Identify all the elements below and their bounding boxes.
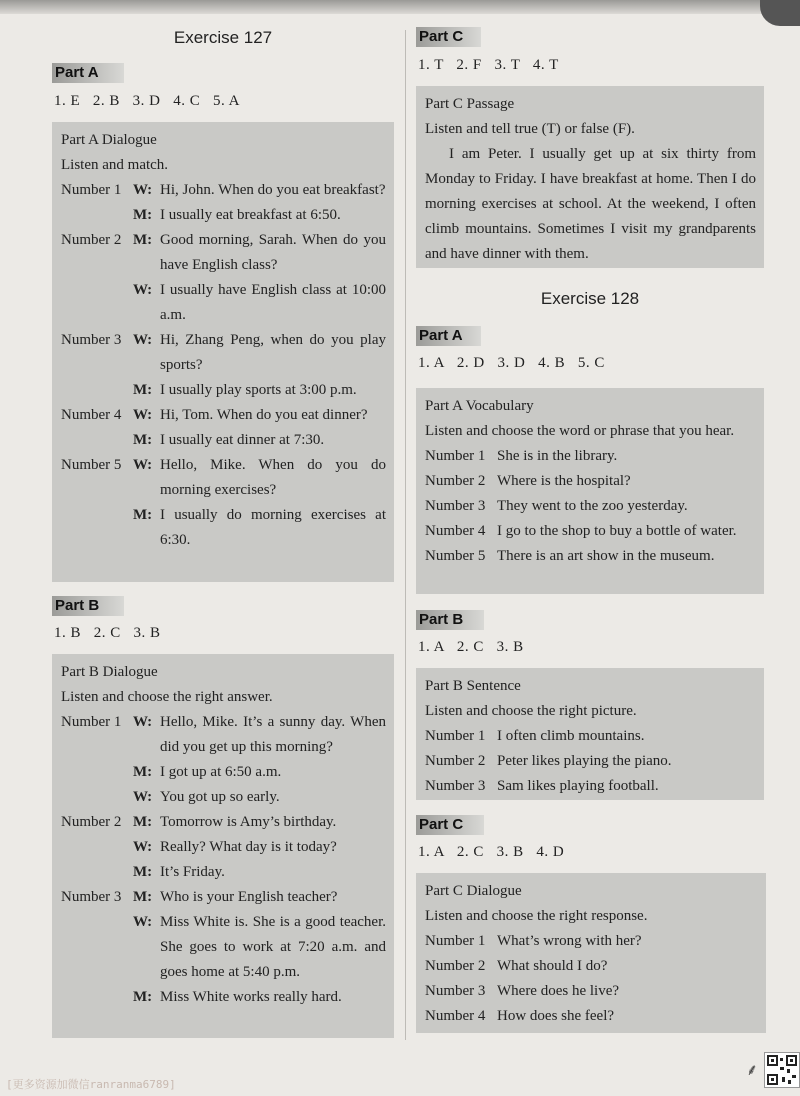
speaker-number: Number 1	[61, 714, 122, 730]
speaker-label: W:	[133, 182, 153, 198]
list-item	[425, 519, 756, 544]
list-item	[425, 469, 756, 494]
part-a-answers: 1. E 2. B 3. D 4. C 5. A	[54, 93, 241, 109]
dialogue-line	[61, 710, 386, 760]
item-number: Number 2	[425, 473, 486, 489]
speaker-number	[61, 910, 133, 935]
dialogue-text: I usually eat dinner at 7:30.	[160, 432, 325, 448]
box-instruction: Listen and choose the right response.	[425, 908, 648, 924]
dialogue-line	[61, 785, 386, 810]
dialogue-text: Really? What day is it today?	[160, 839, 337, 855]
speaker-number: Number 5	[61, 457, 122, 473]
speaker-label: W:	[133, 457, 153, 473]
box-heading: Part A Vocabulary	[425, 398, 534, 414]
part-a-vocabulary-box	[416, 388, 764, 594]
speaker-number	[61, 203, 133, 228]
item-list	[425, 929, 758, 1029]
part-b-label: Part B	[52, 596, 124, 616]
speaker-number	[61, 503, 133, 528]
speaker-label: M:	[133, 814, 153, 830]
item-text: What should I do?	[497, 958, 608, 974]
speaker-label: M:	[133, 864, 153, 880]
dialogue-text: I usually eat breakfast at 6:50.	[160, 207, 341, 223]
item-text: Sam likes playing football.	[497, 778, 659, 794]
item-number: Number 1	[425, 933, 486, 949]
item-number: Number 1	[425, 448, 486, 464]
dialogue-line	[61, 810, 386, 835]
box-heading: Part A Dialogue	[61, 132, 157, 148]
list-item	[425, 494, 756, 519]
speaker-number: Number 2	[61, 232, 122, 248]
dialogue-text: Miss White works really hard.	[160, 989, 342, 1005]
part-b-dialogue-box	[52, 654, 394, 1038]
dialogue-line	[61, 910, 386, 985]
speaker-label: W:	[133, 714, 153, 730]
dialogue-line	[61, 760, 386, 785]
box-heading: Part B Dialogue	[61, 664, 158, 680]
list-item	[425, 444, 756, 469]
speaker-label: M:	[133, 432, 153, 448]
item-text: How does she feel?	[497, 1008, 615, 1024]
item-number: Number 2	[425, 753, 486, 769]
item-text: Where is the hospital?	[497, 473, 631, 489]
part-c-answers: 1. T 2. F 3. T 4. T	[418, 57, 559, 73]
list-item	[425, 1004, 758, 1029]
part-c-label: Part C	[416, 27, 481, 47]
dialogue-lines	[61, 178, 386, 553]
exercise-title: Exercise 127	[173, 28, 273, 47]
speaker-label: M:	[133, 989, 153, 1005]
speaker-label: W:	[133, 332, 153, 348]
box-heading: Part C Dialogue	[425, 883, 522, 899]
page-corner-shadow	[760, 0, 800, 26]
speaker-number	[61, 760, 133, 785]
speaker-number: Number 1	[61, 182, 122, 198]
dialogue-line	[61, 885, 386, 910]
box-instruction: Listen and tell true (T) or false (F).	[425, 121, 635, 137]
item-text: I often climb mountains.	[497, 728, 645, 744]
speaker-number: Number 4	[61, 407, 122, 423]
page-ornament-icon: ⸙	[746, 1060, 759, 1079]
box-instruction: Listen and match.	[61, 157, 169, 173]
part-b-answers: 1. B 2. C 3. B	[54, 625, 161, 641]
item-list	[425, 444, 756, 569]
speaker-label: M:	[133, 889, 153, 905]
dialogue-text: Hi, Tom. When do you eat dinner?	[160, 407, 368, 423]
speaker-label: W:	[133, 282, 153, 298]
column-divider	[405, 30, 406, 1040]
item-number: Number 3	[425, 983, 486, 999]
speaker-number: Number 3	[61, 889, 122, 905]
dialogue-line	[61, 835, 386, 860]
item-text: She is in the library.	[497, 448, 618, 464]
item-number: Number 4	[425, 523, 486, 539]
dialogue-text: Hi, Zhang Peng, when do you play sports?	[160, 332, 386, 373]
dialogue-line	[61, 278, 386, 328]
box-instruction: Listen and choose the word or phrase that you hear.	[425, 423, 735, 439]
qr-code-icon	[764, 1052, 800, 1088]
dialogue-line	[61, 328, 386, 378]
item-text: There is an art show in the museum.	[497, 548, 715, 564]
item-text: What’s wrong with her?	[497, 933, 642, 949]
speaker-label: M:	[133, 507, 153, 523]
list-item	[425, 979, 758, 1004]
part-c-dialogue-box	[416, 873, 766, 1033]
item-number: Number 1	[425, 728, 486, 744]
list-item	[425, 929, 758, 954]
dialogue-line	[61, 403, 386, 428]
page-top-edge	[0, 0, 800, 14]
passage-text: I am Peter. I usually get up at six thirty from Monday to Friday. I have breakfast at home. Then I do morning exercises at school. At the weekend, I often climb mountains. Sometimes I visit my grandparents and have dinner with them.	[425, 146, 756, 262]
item-number: Number 4	[425, 1008, 486, 1024]
item-number: Number 3	[425, 778, 486, 794]
dialogue-text: I usually have English class at 10:00 a.m.	[160, 282, 386, 323]
part-c-passage-box	[416, 86, 764, 268]
dialogue-line	[61, 985, 386, 1010]
item-list	[425, 724, 756, 799]
footer-watermark: [更多资源加微信ranranma6789]	[6, 1078, 176, 1091]
part-a-answers: 1. A 2. D 3. D 4. B 5. C	[418, 355, 605, 371]
dialogue-text: Tomorrow is Amy’s birthday.	[160, 814, 337, 830]
part-c-label: Part C	[416, 815, 484, 835]
box-heading: Part C Passage	[425, 96, 515, 112]
item-text: Where does he live?	[497, 983, 620, 999]
speaker-number	[61, 835, 133, 860]
speaker-label: W:	[133, 407, 153, 423]
item-text: Peter likes playing the piano.	[497, 753, 672, 769]
speaker-label: M:	[133, 382, 153, 398]
dialogue-line	[61, 178, 386, 203]
dialogue-text: Hi, John. When do you eat breakfast?	[160, 182, 386, 198]
speaker-label: W:	[133, 914, 153, 930]
dialogue-text: I usually do morning exercises at 6:30.	[160, 507, 386, 548]
speaker-label: M:	[133, 232, 153, 248]
list-item	[425, 774, 756, 799]
part-a-label: Part A	[52, 63, 124, 83]
item-text: I go to the shop to buy a bottle of water.	[497, 523, 737, 539]
dialogue-text: I usually play sports at 3:00 p.m.	[160, 382, 357, 398]
dialogue-line	[61, 228, 386, 278]
speaker-label: W:	[133, 839, 153, 855]
dialogue-text: You got up so early.	[160, 789, 280, 805]
dialogue-text: It’s Friday.	[160, 864, 225, 880]
box-heading: Part B Sentence	[425, 678, 521, 694]
part-b-label: Part B	[416, 610, 484, 630]
list-item	[425, 724, 756, 749]
dialogue-line	[61, 378, 386, 403]
speaker-number	[61, 860, 133, 885]
dialogue-text: Miss White is. She is a good teacher. She goes to work at 7:20 a.m. and goes home at 5:40 p.m.	[160, 914, 386, 980]
speaker-number	[61, 428, 133, 453]
part-a-dialogue-box	[52, 122, 394, 582]
box-instruction: Listen and choose the right answer.	[61, 689, 273, 705]
item-number: Number 2	[425, 958, 486, 974]
speaker-number	[61, 378, 133, 403]
dialogue-line	[61, 453, 386, 503]
speaker-number: Number 3	[61, 332, 122, 348]
part-a-label: Part A	[416, 326, 481, 346]
list-item	[425, 749, 756, 774]
dialogue-text: Hello, Mike. When do you do morning exercises?	[160, 457, 386, 498]
item-number: Number 5	[425, 548, 486, 564]
speaker-number	[61, 985, 133, 1010]
speaker-number	[61, 278, 133, 303]
item-number: Number 3	[425, 498, 486, 514]
speaker-label: M:	[133, 764, 153, 780]
box-instruction: Listen and choose the right picture.	[425, 703, 637, 719]
part-c-answers: 1. A 2. C 3. B 4. D	[418, 844, 565, 860]
dialogue-text: Who is your English teacher?	[160, 889, 338, 905]
dialogue-line	[61, 503, 386, 553]
list-item	[425, 954, 758, 979]
dialogue-line	[61, 860, 386, 885]
part-b-answers: 1. A 2. C 3. B	[418, 639, 524, 655]
item-text: They went to the zoo yesterday.	[497, 498, 688, 514]
list-item	[425, 544, 756, 569]
dialogue-text: Good morning, Sarah. When do you have English class?	[160, 232, 386, 273]
dialogue-text: Hello, Mike. It’s a sunny day. When did you get up this morning?	[160, 714, 386, 755]
dialogue-line	[61, 203, 386, 228]
speaker-number: Number 2	[61, 814, 122, 830]
dialogue-line	[61, 428, 386, 453]
dialogue-lines	[61, 710, 386, 1010]
dialogue-text: I got up at 6:50 a.m.	[160, 764, 282, 780]
speaker-number	[61, 785, 133, 810]
speaker-label: M:	[133, 207, 153, 223]
part-b-sentence-box	[416, 668, 764, 800]
speaker-label: W:	[133, 789, 153, 805]
exercise-title: Exercise 128	[540, 289, 640, 308]
